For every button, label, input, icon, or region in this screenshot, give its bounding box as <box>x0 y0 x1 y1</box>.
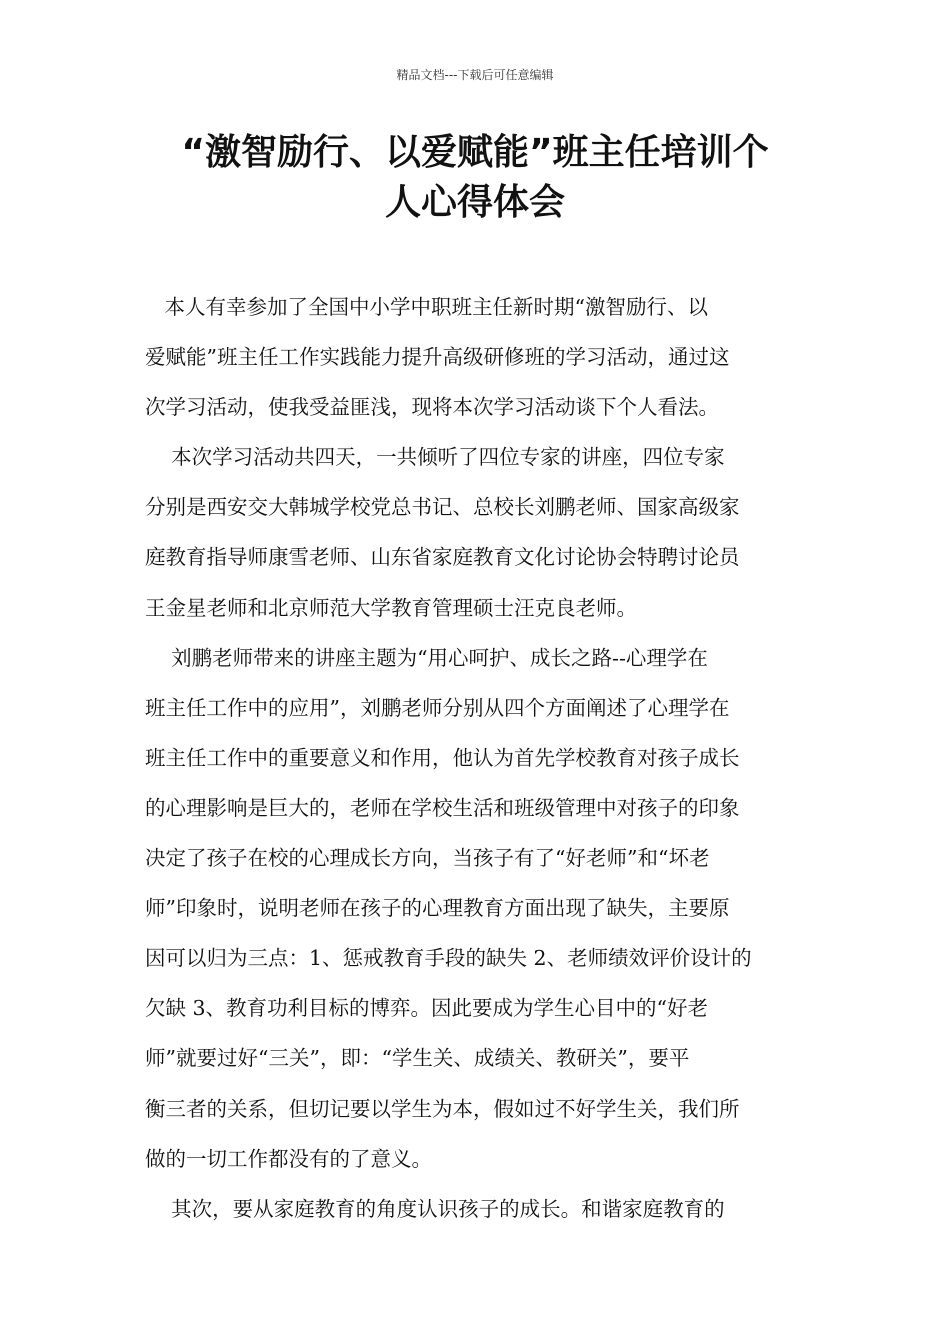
body-line: 衡三者的关系，但切记要以学生为本，假如过不好学生关，我们所 <box>145 1096 740 1121</box>
page-header: 精品文档---下载后可任意编辑 <box>396 68 554 82</box>
document-title <box>140 128 810 228</box>
body-line: 的心理影响是巨大的，老师在学校生活和班级管理中对孩子的印象 <box>145 795 740 820</box>
body-line: 师”印象时，说明老师在孩子的心理教育方面出现了缺失，主要原 <box>145 896 730 921</box>
body-line: 本人有幸参加了全国中小学中职班主任新时期“激智励行、以 <box>145 295 709 319</box>
body-line: 分别是西安交大韩城学校党总书记、总校长刘鹏老师、国家高级家 <box>145 495 740 520</box>
body-line: 次学习活动，使我受益匪浅，现将本次学习活动谈下个人看法。 <box>145 395 719 420</box>
body-line: 做的一切工作都没有的了意义。 <box>145 1146 432 1171</box>
body-line: 师”就要过好“三关”，即：“学生关、成绩关、教研关”，要平 <box>145 1046 690 1071</box>
body-line: 刘鹏老师带来的讲座主题为“用心呵护、成长之路--心理学在 <box>145 645 708 670</box>
body-line: 班主任工作中的重要意义和作用，他认为首先学校教育对孩子成长 <box>145 745 740 770</box>
body-line: 王金星老师和北京师范大学教育管理硕士汪克良老师。 <box>145 595 637 620</box>
title-line: “激智励行、以爱赋能”班主任培训个 <box>181 132 769 173</box>
body-line: 本次学习活动共四天，一共倾听了四位专家的讲座，四位专家 <box>145 445 725 470</box>
body-line: 欠缺 3、教育功利目标的博弈。因此要成为学生心目中的“好老 <box>145 996 709 1021</box>
body-line: 其次，要从家庭教育的角度认识孩子的成长。和谐家庭教育的 <box>145 1196 725 1221</box>
body-line: 班主任工作中的应用”，刘鹏老师分别从四个方面阐述了心理学在 <box>145 695 730 720</box>
body-line: 庭教育指导师康雪老师、山东省家庭教育文化讨论协会特聘讨论员 <box>145 545 740 570</box>
title-line: 人心得体会 <box>384 182 565 223</box>
body-line: 决定了孩子在校的心理成长方向，当孩子有了“好老师”和“坏老 <box>145 846 710 871</box>
body-line: 因可以归为三点：1、惩戒教育手段的缺失 2、老师绩效评价设计的 <box>145 946 752 971</box>
body-line: 爱赋能”班主任工作实践能力提升高级研修班的学习活动，通过这 <box>145 345 730 370</box>
document-body <box>145 282 815 1234</box>
